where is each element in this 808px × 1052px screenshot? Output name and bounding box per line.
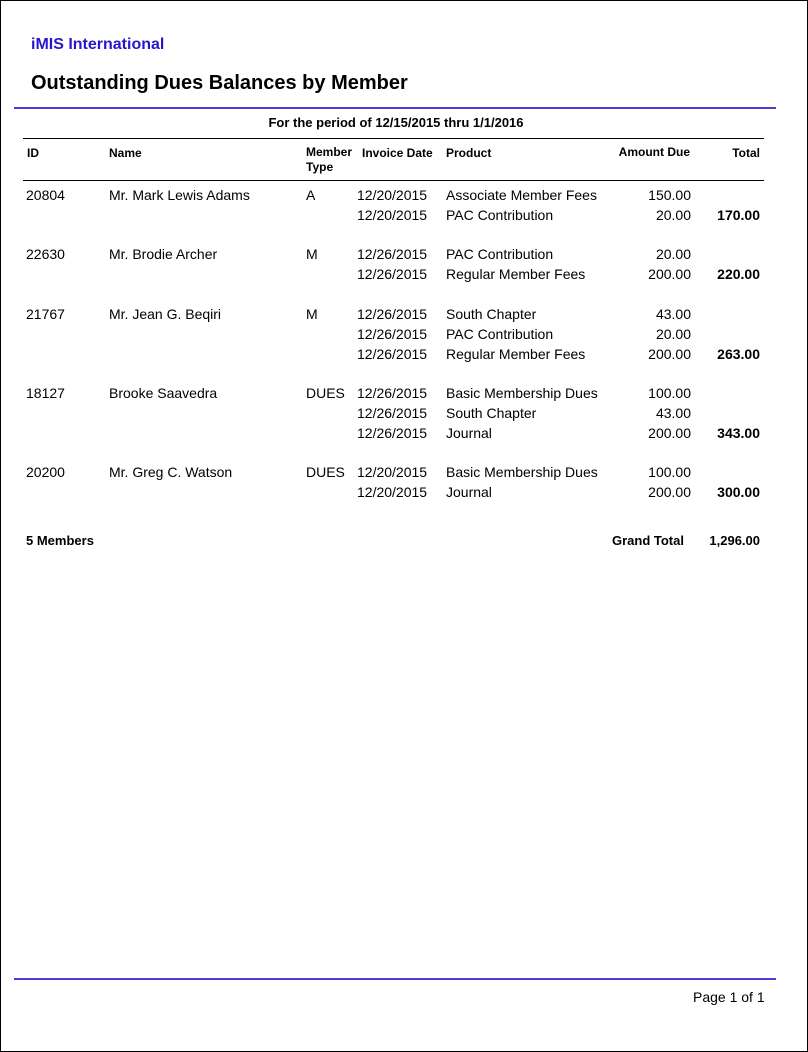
- product-name: PAC Contribution: [446, 326, 554, 342]
- report-title: Outstanding Dues Balances by Member: [31, 72, 408, 94]
- member-type: M: [306, 306, 318, 322]
- column-header-member-type-line1: Member: [306, 145, 353, 159]
- amount-due: 200.00: [648, 266, 691, 282]
- invoice-date: 12/26/2015: [357, 246, 428, 262]
- column-header-amount-due: Amount Due: [618, 145, 690, 159]
- amount-due: 43.00: [655, 405, 691, 421]
- product-name: PAC Contribution: [446, 246, 554, 262]
- column-header-id: ID: [27, 146, 39, 160]
- column-header-top-rule: [23, 138, 764, 139]
- member-type: A: [306, 187, 316, 203]
- amount-due: 100.00: [648, 464, 691, 480]
- column-header-name: Name: [109, 146, 142, 160]
- member-name: Mr. Jean G. Beqiri: [109, 306, 222, 322]
- invoice-date: 12/20/2015: [357, 187, 428, 203]
- product-name: Associate Member Fees: [446, 187, 597, 203]
- column-header-total: Total: [732, 146, 760, 160]
- amount-due: 20.00: [655, 326, 691, 342]
- grand-total-value: 1,296.00: [709, 533, 760, 548]
- header-divider: [14, 107, 776, 109]
- product-name: South Chapter: [446, 306, 537, 322]
- column-header-member-type: [306, 145, 352, 175]
- footer-divider: [14, 978, 776, 980]
- product-name: PAC Contribution: [446, 207, 554, 223]
- product-name: Regular Member Fees: [446, 266, 586, 282]
- invoice-date: 12/26/2015: [357, 326, 428, 342]
- product-name: South Chapter: [446, 405, 537, 421]
- product-name: Regular Member Fees: [446, 346, 586, 362]
- invoice-date: 12/20/2015: [357, 207, 428, 223]
- member-total: 220.00: [717, 266, 760, 282]
- invoice-date: 12/26/2015: [357, 306, 428, 322]
- member-id: 18127: [26, 385, 65, 401]
- member-name: Mr. Brodie Archer: [109, 246, 218, 262]
- column-header-member-type-line2: Type: [306, 160, 334, 174]
- organization-name: iMIS International: [31, 36, 165, 53]
- member-total: 300.00: [717, 484, 760, 500]
- grand-total-label: Grand Total: [612, 533, 684, 548]
- member-type: DUES: [306, 385, 345, 401]
- invoice-date: 12/26/2015: [357, 385, 428, 401]
- amount-due: 200.00: [648, 425, 691, 441]
- column-header-bottom-rule: [23, 180, 764, 181]
- column-header-invoice-date: Invoice Date: [362, 146, 433, 160]
- member-id: 20200: [26, 464, 65, 480]
- member-count: 5 Members: [26, 533, 94, 548]
- member-total: 170.00: [717, 207, 760, 223]
- amount-due: 43.00: [655, 306, 691, 322]
- invoice-date: 12/26/2015: [357, 425, 428, 441]
- amount-due: 150.00: [648, 187, 691, 203]
- member-id: 20804: [26, 187, 65, 203]
- amount-due: 200.00: [648, 484, 691, 500]
- member-name: Mr. Greg C. Watson: [109, 464, 233, 480]
- member-id: 21767: [26, 306, 65, 322]
- page-number: Page 1 of 1: [693, 989, 765, 1005]
- member-name: Brooke Saavedra: [109, 385, 218, 401]
- product-name: Journal: [446, 484, 492, 500]
- column-header-product: Product: [446, 146, 492, 160]
- member-name: Mr. Mark Lewis Adams: [109, 187, 250, 203]
- member-type: DUES: [306, 464, 345, 480]
- member-id: 22630: [26, 246, 65, 262]
- invoice-date: 12/26/2015: [357, 346, 428, 362]
- invoice-date: 12/26/2015: [357, 405, 428, 421]
- invoice-date: 12/20/2015: [357, 464, 428, 480]
- amount-due: 20.00: [655, 246, 691, 262]
- report-period: For the period of 12/15/2015 thru 1/1/2016: [268, 115, 524, 130]
- product-name: Basic Membership Dues: [446, 385, 598, 401]
- member-total: 263.00: [717, 346, 760, 362]
- invoice-date: 12/26/2015: [357, 266, 428, 282]
- member-total: 343.00: [717, 425, 760, 441]
- product-name: Journal: [446, 425, 492, 441]
- member-type: M: [306, 246, 318, 262]
- invoice-date: 12/20/2015: [357, 484, 428, 500]
- product-name: Basic Membership Dues: [446, 464, 598, 480]
- amount-due: 20.00: [655, 207, 691, 223]
- amount-due: 200.00: [648, 346, 691, 362]
- amount-due: 100.00: [648, 385, 691, 401]
